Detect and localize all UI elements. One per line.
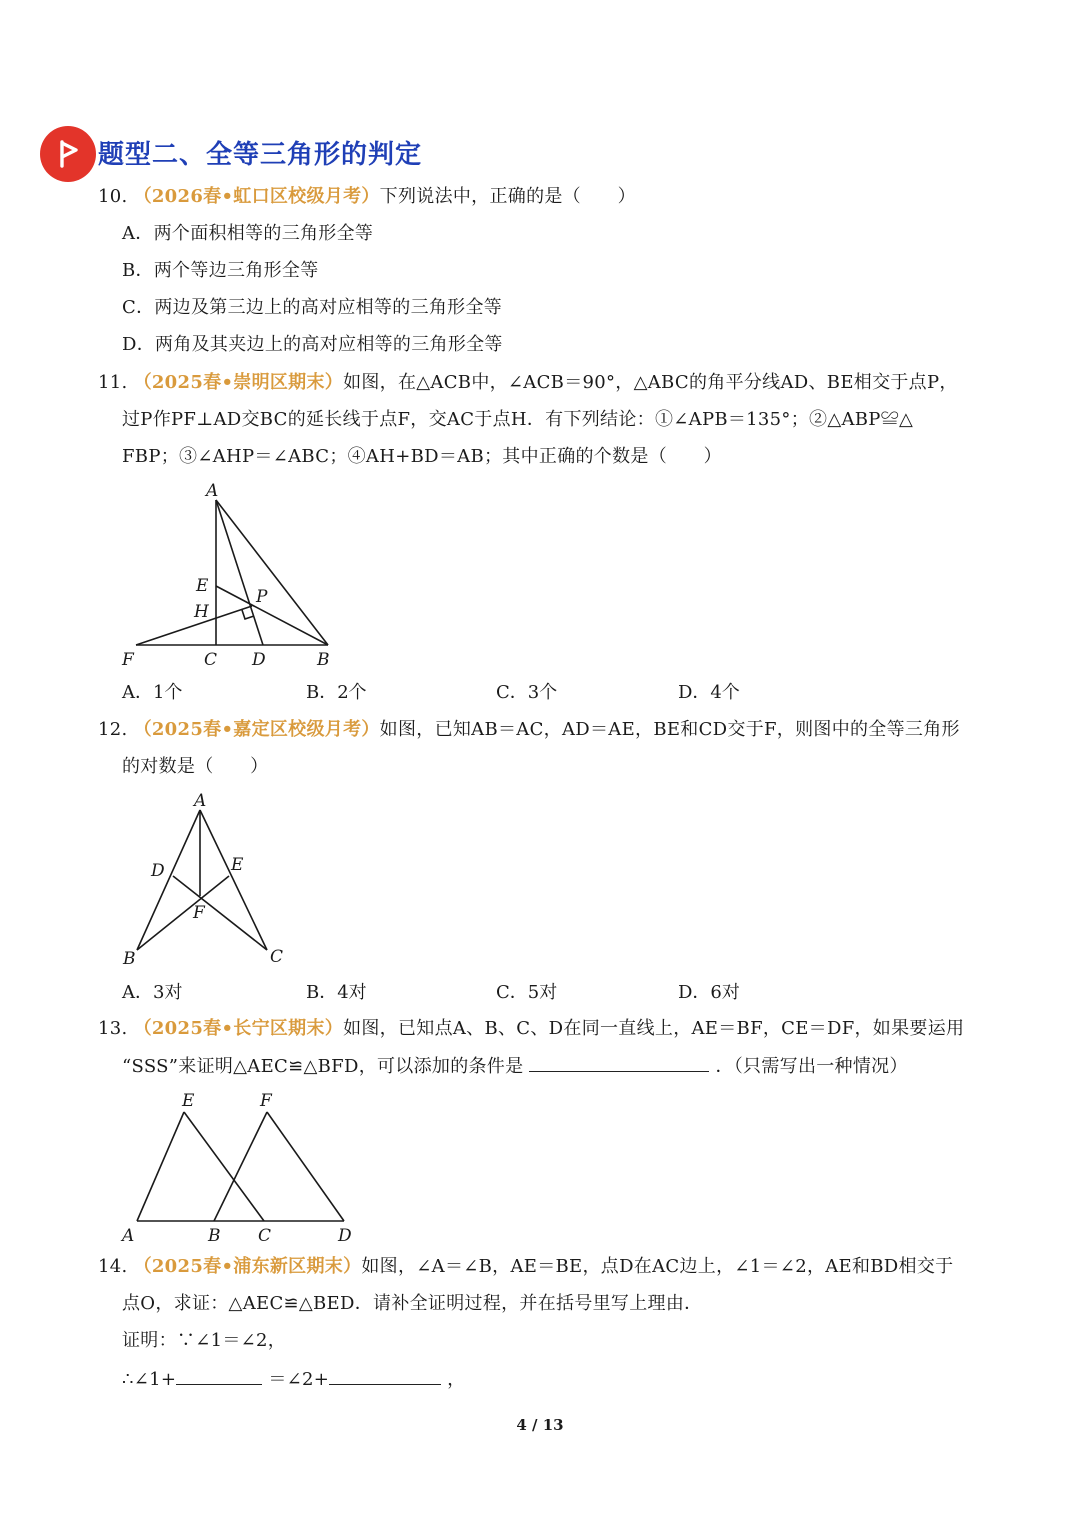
figure-q12 [115,788,295,973]
option-a: A．3对 [122,982,183,1003]
question-stem-line2: 的对数是（ ） [122,756,269,777]
figure-q13 [112,1086,362,1246]
label-e: E [182,1091,195,1111]
question-number: 13. [98,1018,128,1039]
option-d: D．4个 [678,682,740,703]
question-stem-line1: 如图，已知AB＝AC，AD＝AE，BE和CD交于F，则图中的全等三角形 [379,719,960,740]
option-c: C．5对 [496,982,558,1003]
question-stem-line1: 如图，在△ACB中，∠ACB＝90°，△ABC的角平分线AD、BE相交于点P， [343,372,958,393]
label-e: E [231,855,244,875]
label-f: F [260,1091,272,1111]
proof-part: ∴∠1+ [122,1369,177,1390]
question-number: 14. [98,1256,128,1277]
question-14-header [98,1254,953,1280]
option-a: A．1个 [122,682,183,703]
label-a: A [122,1226,135,1246]
question-13-header [98,1016,964,1042]
option-c: C．3个 [496,682,558,703]
question-number: 10. [98,186,128,207]
question-source: （2026春•虹口区校级月考） [133,186,380,207]
option-d: D．两角及其夹边上的高对应相等的三角形全等 [122,334,503,355]
question-12-header [98,717,960,743]
label-d: D [151,861,165,881]
question-source: （2025春•崇明区期末） [133,372,344,393]
label-b: B [123,949,136,969]
label-d: D [252,650,266,670]
question-number: 12. [98,719,128,740]
option-b: B．4对 [306,982,367,1003]
proof-part: ＝∠2+ [268,1369,330,1390]
label-f: F [122,650,134,670]
question-stem-line2: 点O，求证：△AEC≌△BED．请补全证明过程，并在括号里写上理由． [122,1293,703,1314]
option-d: D．6对 [678,982,740,1003]
label-a: A [206,481,219,501]
question-11-header [98,370,958,396]
label-b: B [317,650,330,670]
question-stem-line2 [122,1053,908,1080]
proof-part: ， [447,1369,466,1390]
question-source: （2025春•嘉定区校级月考） [133,719,380,740]
question-number: 11. [98,372,128,393]
stem-part: “SSS”来证明△AEC≌△BFD，可以添加的条件是 [122,1056,524,1077]
option-b: B．2个 [306,682,367,703]
question-stem-line1: 如图，∠A＝∠B，AE＝BE，点D在AC边上，∠1＝∠2，AE和BD相交于 [361,1256,954,1277]
label-c: C [204,650,218,670]
label-a: A [194,791,207,811]
question-10-header [98,184,636,210]
flag-icon [40,126,96,182]
question-stem-line3: FBP；③∠AHP＝∠ABC；④AH+BD＝AB；其中正确的个数是（ ） [122,446,722,467]
figure-q11 [110,478,350,673]
question-source: （2025春•长宁区期末） [133,1018,344,1039]
page-number: 4 / 13 [516,1416,564,1434]
answer-blank[interactable] [529,1053,709,1072]
label-e: E [196,576,209,596]
option-a: A．两个面积相等的三角形全等 [122,223,374,244]
label-b: B [208,1226,221,1246]
label-f: F [193,903,205,923]
label-c: C [258,1226,272,1246]
label-c: C [270,947,284,967]
stem-part: ．（只需写出一种情况） [715,1056,908,1077]
question-stem: 下列说法中，正确的是（ ） [379,186,636,207]
label-d: D [338,1226,352,1246]
question-stem-line2: 过P作PF⊥AD交BC的延长线于点F，交AC于点H．有下列结论：①∠APB＝135°；②△ABP≌△ [122,409,914,430]
option-c: C．两边及第三边上的高对应相等的三角形全等 [122,297,503,318]
proof-blank-1[interactable] [176,1366,262,1385]
label-h: H [194,602,209,622]
proof-line-2 [122,1366,465,1393]
proof-line-1: 证明：∵∠1＝∠2， [122,1330,287,1351]
question-stem-line1: 如图，已知点A、B、C、D在同一直线上，AE＝BF，CE＝DF，如果要运用 [343,1018,965,1039]
section-title: 题型二、全等三角形的判定 [98,140,423,170]
option-b: B．两个等边三角形全等 [122,260,319,281]
question-source: （2025春•浦东新区期末） [133,1256,362,1277]
label-p: P [256,587,268,607]
proof-blank-2[interactable] [329,1366,441,1385]
